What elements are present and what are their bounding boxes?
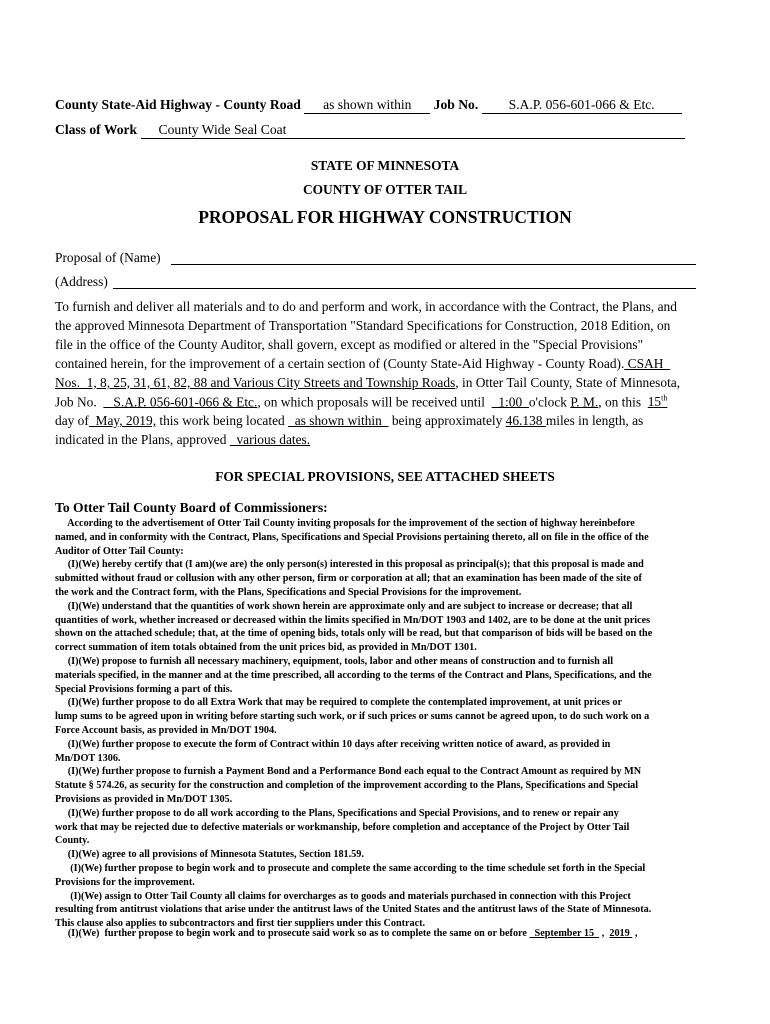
- terms-line: shown on the attached schedule; that, at the time of opening bids, totals only will be read, but that comparison of bids will be based on the: [55, 628, 653, 640]
- intro-line-4: [55, 356, 670, 372]
- intro-text: , on which proposals will be received until: [257, 394, 492, 410]
- terms-line: (I)(We) further propose to execute the form of Contract within 10 days after receiving written notice of award, as provided in: [55, 738, 611, 750]
- completion-year: 2019: [609, 928, 633, 939]
- class-label: Class of Work: [55, 122, 138, 137]
- terms-line: Mn/DOT 1306.: [55, 752, 121, 764]
- intro-line-8: [55, 432, 310, 448]
- terms-line: According to the advertisement of Otter Tail County inviting proposals for the improvement of the section of highway hereinbefore: [55, 518, 635, 529]
- intro-text: contained herein, for the improvement of a certain section of (County State-Aid Highway - County Road).: [55, 356, 625, 371]
- address-field-row: [55, 274, 108, 290]
- terms-line: (I)(We) hereby certify that (I am)(we are) the only person(s) interested in this proposal as principal(s); that this proposal is made and: [55, 559, 644, 571]
- intro-line-7: [55, 413, 643, 429]
- state-title: STATE OF MINNESOTA: [310, 158, 460, 173]
- intro-text: this work being located: [156, 413, 289, 428]
- completion-text: (I)(We) further propose to begin work and to prosecute said work so as to complete the same on or before: [55, 928, 530, 939]
- page-title: PROPOSAL FOR HIGHWAY CONSTRUCTION: [198, 207, 572, 227]
- terms-line: Provisions for the improvement.: [55, 876, 195, 888]
- intro-text: , in Otter Tail County, State of Minnesota,: [455, 375, 681, 390]
- opening-period: P. M.: [570, 394, 599, 410]
- terms-line: Force Account basis, as provided in Mn/DOT 1904.: [55, 725, 277, 736]
- county-title: COUNTY OF OTTER TAIL: [302, 182, 468, 197]
- completion-date: September 15: [529, 928, 600, 939]
- intro-text: , on this: [598, 394, 648, 410]
- csah-route: CSAH: [624, 356, 671, 371]
- job-number-inline: S.A.P. 056-601-066 & Etc.: [103, 394, 258, 410]
- intro-line-1: To furnish and deliver all materials and to do and perform and work, in accordance with the Contract, the Plans, and: [55, 299, 677, 314]
- class-value[interactable]: County Wide Seal Coat: [141, 122, 685, 139]
- opening-day-number: 15: [647, 394, 662, 410]
- special-provisions-heading: FOR SPECIAL PROVISIONS, SEE ATTACHED SHEETS: [215, 469, 555, 484]
- terms-line: County.: [55, 835, 90, 847]
- job-label: Job No.: [433, 97, 479, 112]
- terms-line: (I)(We) understand that the quantities of work shown herein are approximate only and are subject to increase or decrease; that all: [55, 600, 633, 612]
- intro-text: miles in length, as: [545, 413, 644, 428]
- terms-line: named, and in conformity with the Contract, Plans, Specifications and Special Provisions pertaining thereto, all on file in the office of the: [55, 531, 649, 543]
- intro-line-5: [55, 375, 680, 391]
- opening-time: 1:00: [491, 394, 529, 410]
- terms-line: (I)(We) further propose to do all Extra Work that may be required to complete the contemplated improvement, at unit prices or: [55, 697, 623, 709]
- opening-month: May, 2019,: [88, 413, 157, 428]
- intro-text: day of: [55, 413, 89, 428]
- terms-line: Auditor of Otter Tail County:: [55, 545, 184, 557]
- terms-line: work that may be rejected due to defective materials or workmanship, before completion and acceptance of the Project by Otter Tail: [55, 821, 630, 833]
- terms-line: resulting from antitrust violations that arise under the antitrust laws of the United States and the antitrust laws of the State of Minnesota.: [55, 904, 652, 916]
- terms-line: lump sums to be agreed upon in writing before starting such work, or if such prices or sums cannot be agreed upon, to do such work on a: [55, 711, 650, 723]
- terms-line: This clause also applies to subcontractors and first tier suppliers under this Contract.: [55, 918, 426, 930]
- job-value[interactable]: S.A.P. 056-601-066 & Etc.: [482, 97, 682, 114]
- terms-line: Provisions as provided in Mn/DOT 1305.: [55, 794, 233, 805]
- route-numbers: Nos. 1, 8, 25, 31, 61, 82, 88 and Various City Streets and Township Roads: [55, 375, 456, 390]
- completion-text: ,: [632, 928, 638, 939]
- completion-line: [55, 928, 637, 939]
- intro-line-2: the approved Minnesota Department of Transportation "Standard Specifications for Construction, 2018 Edition, on: [55, 318, 671, 333]
- name-field[interactable]: [171, 264, 696, 265]
- terms-line: correct summation of item totals obtained from the unit prices bid, as provided in Mn/DOT 1301.: [55, 642, 477, 654]
- completion-text: ,: [599, 928, 610, 939]
- board-heading: To Otter Tail County Board of Commissioners:: [55, 500, 328, 515]
- terms-line: quantities of work, whether increased or decreased within the limits specified in Mn/DOT 1903 and 1402, are to be done at the unit prices: [55, 614, 651, 626]
- intro-text: being approximately: [388, 413, 506, 428]
- name-label: Proposal of (Name): [55, 250, 161, 265]
- terms-line: Special Provisions forming a part of this.: [55, 683, 233, 695]
- work-location: as shown within: [288, 413, 389, 428]
- header-line-1: [55, 97, 682, 114]
- approval-dates: various dates.: [229, 432, 311, 447]
- intro-line-3: file in the office of the County Auditor, shall govern, except as modified or altered in the "Special Provisions": [55, 337, 644, 352]
- csah-label: County State-Aid Highway - County Road: [55, 97, 301, 112]
- intro-text: Job No.: [55, 394, 104, 410]
- intro-text: indicated in the Plans, approved: [55, 432, 230, 447]
- project-length: 46.138: [505, 413, 546, 428]
- terms-line: the work and the Contract form, with the Plans, Specifications and Special Provisions for the improvement.: [55, 587, 522, 598]
- csah-value[interactable]: as shown within: [304, 97, 430, 114]
- terms-line: (I)(We) further propose to furnish a Payment Bond and a Performance Bond each equal to the Contract Amount as required by MN: [55, 766, 642, 778]
- opening-day: [648, 394, 668, 409]
- terms-line: submitted without fraud or collusion with any other person, firm or corporation at all; that an examination has been made of the site of: [55, 573, 642, 585]
- terms-line: (I)(We) further propose to begin work and to prosecute and complete the same according to the time schedule set forth in the Special: [55, 863, 646, 874]
- intro-line-6: [55, 394, 667, 410]
- terms-line: (I)(We) propose to furnish all necessary machinery, equipment, tools, labor and other means of construction and to furnish all: [55, 656, 614, 667]
- address-label: (Address): [55, 274, 108, 289]
- terms-line: materials specified, in the manner and at the time prescribed, all according to the terms of the Contract and Plans, Specifications, and the: [55, 669, 652, 681]
- opening-day-suffix: th: [661, 394, 668, 403]
- terms-line: (I)(We) agree to all provisions of Minnesota Statutes, Section 181.59.: [55, 849, 364, 861]
- terms-line: Statute § 574.26, as security for the construction and completion of the improvement according to the Plans, Specifications and Special: [55, 780, 639, 792]
- terms-line: (I)(We) further propose to do all work according to the Plans, Specifications and Special Provisions, and to renew or repair any: [55, 807, 619, 819]
- header-line-2: [55, 122, 685, 139]
- terms-line: (I)(We) assign to Otter Tail County all claims for overcharges as to goods and materials purchased in connection with this Project: [55, 890, 631, 902]
- intro-text: o'clock: [528, 394, 571, 410]
- name-field-row: [55, 250, 161, 266]
- address-field[interactable]: [113, 288, 696, 289]
